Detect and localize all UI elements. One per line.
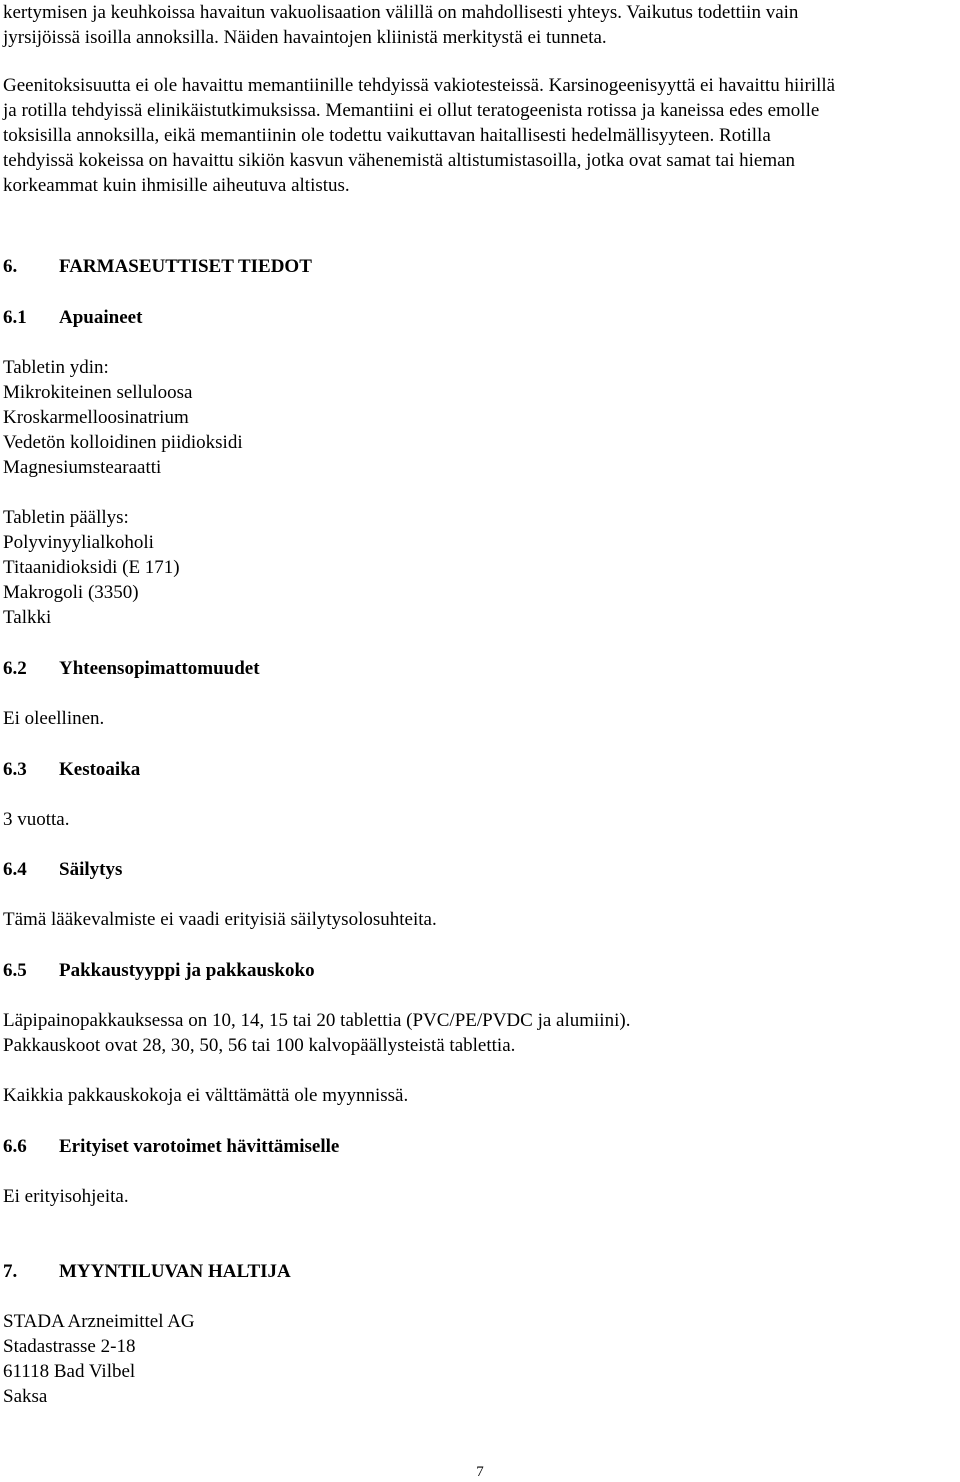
section-6-5-heading	[3, 958, 948, 983]
heading-number: 6.5	[3, 960, 27, 981]
address-line: Stadastrasse 2-18	[3, 1336, 136, 1357]
heading-number: 6.3	[3, 759, 27, 780]
heading-title: FARMASEUTTISET TIEDOT	[59, 256, 312, 277]
section-6-5-text	[3, 1008, 948, 1058]
heading-title: MYYNTILUVAN HALTIJA	[59, 1261, 291, 1282]
heading-title: Erityiset varotoimet hävittämiselle	[59, 1136, 340, 1157]
heading-number: 7.	[3, 1261, 18, 1282]
text-line: korkeammat kuin ihmisille aiheutuva altistus.	[3, 175, 350, 196]
section-6-5-note	[3, 1083, 948, 1108]
section-6-1-heading	[3, 305, 948, 330]
list-item: Makrogoli (3350)	[3, 582, 139, 603]
section-6-3-text	[3, 807, 948, 832]
tablet-core-list	[3, 355, 948, 480]
tablet-core-label: Tabletin ydin:	[3, 357, 109, 378]
intro-paragraph-2	[3, 73, 948, 198]
text-line: Geenitoksisuutta ei ole havaittu memantiinille tehdyissä vakiotesteissä. Karsinogeenisyyttä ei havaittu hiirillä	[3, 75, 836, 96]
intro-paragraph-1	[3, 0, 948, 50]
heading-title: Säilytys	[59, 859, 123, 880]
tablet-coating-label: Tabletin päällys:	[3, 507, 129, 528]
section-6-heading	[3, 254, 948, 279]
address-line: Saksa	[3, 1386, 48, 1407]
text-line: 3 vuotta.	[3, 809, 70, 830]
heading-number: 6.	[3, 256, 18, 277]
text-line: Ei oleellinen.	[3, 708, 105, 729]
section-6-6-heading	[3, 1134, 948, 1159]
list-item: Titaanidioksidi (E 171)	[3, 557, 180, 578]
text-line: Ei erityisohjeita.	[3, 1186, 129, 1207]
heading-number: 6.2	[3, 658, 27, 679]
heading-number: 6.4	[3, 859, 27, 880]
page-number: 7	[476, 1464, 484, 1480]
text-line: Läpipainopakkauksessa on 10, 14, 15 tai 20 tablettia (PVC/PE/PVDC ja alumiini).	[3, 1010, 631, 1031]
tablet-coating-list	[3, 505, 948, 630]
heading-title: Pakkaustyyppi ja pakkauskoko	[59, 960, 315, 981]
heading-number: 6.1	[3, 307, 27, 328]
heading-title: Kestoaika	[59, 759, 141, 780]
text-line: Pakkauskoot ovat 28, 30, 50, 56 tai 100 kalvopäällysteistä tablettia.	[3, 1035, 516, 1056]
list-item: Magnesiumstearaatti	[3, 457, 162, 478]
text-line: toksisilla annoksilla, eikä memantiinin ole todettu vaikuttavan haitallisesti hedelmällisyyteen. Rotilla	[3, 125, 771, 146]
text-line: Tämä lääkevalmiste ei vaadi erityisiä säilytysolosuhteita.	[3, 909, 437, 930]
heading-number: 6.6	[3, 1136, 27, 1157]
text-line: jyrsijöissä isoilla annoksilla. Näiden havaintojen kliinistä merkitystä ei tunneta.	[3, 27, 607, 48]
list-item: Vedetön kolloidinen piidioksidi	[3, 432, 243, 453]
list-item: Mikrokiteinen selluloosa	[3, 382, 193, 403]
holder-address	[3, 1309, 948, 1409]
section-6-3-heading	[3, 757, 948, 782]
text-line: kertymisen ja keuhkoissa havaitun vakuolisaation välillä on mahdollisesti yhteys. Vaikutus todettiin vain	[3, 2, 799, 23]
list-item: Polyvinyylialkoholi	[3, 532, 154, 553]
heading-title: Apuaineet	[59, 307, 143, 328]
section-6-2-heading	[3, 656, 948, 681]
address-line: 61118 Bad Vilbel	[3, 1361, 136, 1382]
text-line: ja rotilla tehdyissä elinikäistutkimuksissa. Memantiini ei ollut teratogeenista rotissa ja kaneissa edes emolle	[3, 100, 820, 121]
section-7-heading	[3, 1259, 948, 1284]
list-item: Talkki	[3, 607, 52, 628]
section-6-6-text	[3, 1184, 948, 1209]
section-6-4-text	[3, 907, 948, 932]
heading-title: Yhteensopimattomuudet	[59, 658, 260, 679]
section-6-4-heading	[3, 857, 948, 882]
section-6-2-text	[3, 706, 948, 731]
list-item: Kroskarmelloosinatrium	[3, 407, 189, 428]
address-line: STADA Arzneimittel AG	[3, 1311, 195, 1332]
text-line: Kaikkia pakkauskokoja ei välttämättä ole myynnissä.	[3, 1085, 409, 1106]
text-line: tehdyissä kokeissa on havaittu sikiön kasvun vähenemistä altistumistasoilla, jotka ovat samat tai hieman	[3, 150, 796, 171]
